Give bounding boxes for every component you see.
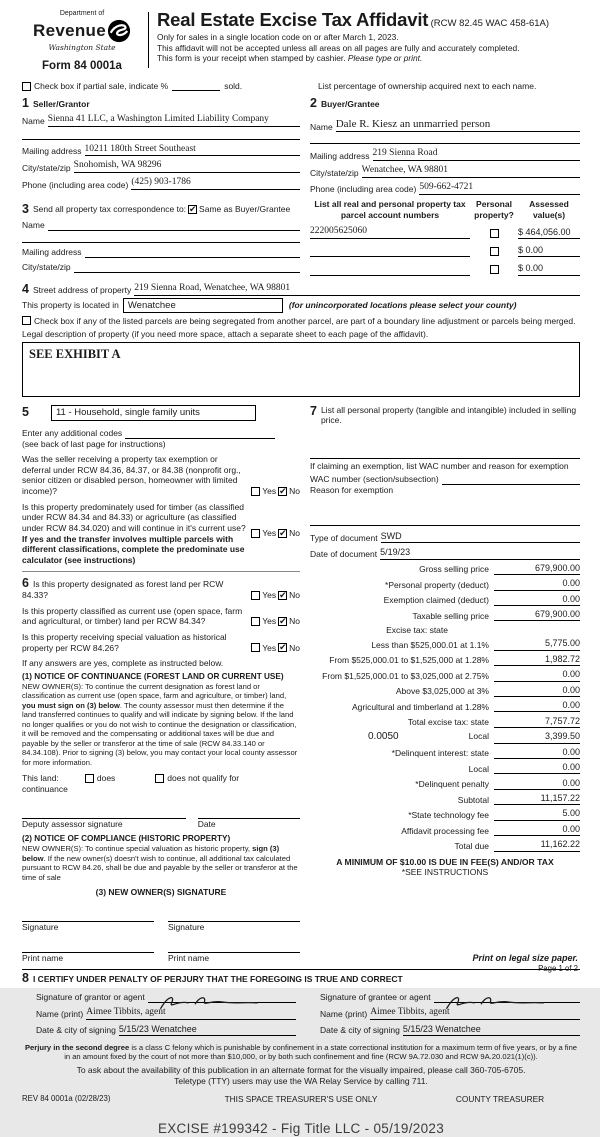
section-6-number: 6 xyxy=(22,576,29,590)
county-treasurer-label: COUNTY TREASURER xyxy=(420,1094,580,1104)
tax-label: *State technology fee xyxy=(310,810,494,821)
exemption-deferral-question: Was the seller receiving a property tax exemption or deferral under RCW 84.36, 84.37, or 84.38 (nonprofit org., senior citizen or disabled person, homeowner with limited income)? xyxy=(22,454,251,497)
corr-mailing-label: Mailing address xyxy=(22,247,85,258)
assessed-value-input[interactable]: $ 464,056.00 xyxy=(518,227,580,239)
property-location-select[interactable]: Wenatchee xyxy=(123,298,283,314)
section-divider xyxy=(22,571,300,572)
timber-agriculture-question xyxy=(22,502,251,566)
timber-question-bold: If yes and the transfer involves multiple parcels with different classifications, complete the predominate use calculator (see instructions) xyxy=(22,534,244,565)
parcel-table xyxy=(310,199,580,276)
excise-tax-state-heading: Excise tax: state xyxy=(310,625,494,636)
legal-description-label: Legal description of property (if you need more space, attach a separate sheet to each page of the affidavit). xyxy=(22,329,580,340)
section-8 xyxy=(22,969,580,1036)
no-label: No xyxy=(289,590,300,601)
header-note-2: This affidavit will not be accepted unless all areas on all pages are fully and accurately completed. xyxy=(157,43,580,54)
grantor-print-name-input[interactable]: Aimee Tibbits, agent xyxy=(86,1007,296,1020)
gross-selling-price-value[interactable]: 679,900.00 xyxy=(494,563,580,575)
signature-label: Signature xyxy=(22,922,154,933)
new-owners-signature-title: (3) NEW OWNER(S) SIGNATURE xyxy=(22,887,300,898)
tax-label: From $525,000.01 to $1,525,000 at 1.28% xyxy=(310,655,494,666)
print-legal-note: Print on legal size paper. xyxy=(472,953,578,964)
parcel-row xyxy=(310,226,580,239)
revenue-wordmark: Revenue xyxy=(33,22,106,39)
total-due-value[interactable]: 11,162.22 xyxy=(494,839,580,851)
header-note-3-text: This form is your receipt when stamped by cashier. xyxy=(157,53,348,63)
tax-label: Exemption claimed (deduct) xyxy=(310,595,494,606)
property-use-code-select[interactable]: 11 - Household, single family units xyxy=(51,405,256,421)
notice-compliance-body xyxy=(22,844,300,882)
local-tax-row-label xyxy=(310,731,494,744)
no-label: No xyxy=(289,486,300,497)
notice-compliance-text-1: NEW OWNER(S): To continue special valuation as historic property, xyxy=(22,844,252,853)
current-use-yn xyxy=(251,616,300,627)
section-2-number: 2 xyxy=(310,97,317,110)
ownership-note: List percentage of ownership acquired next to each name. xyxy=(318,81,536,92)
header-note-3-italic: Please type or print. xyxy=(348,53,422,63)
tier3-tax-value[interactable]: 0.00 xyxy=(494,669,580,681)
notice-continuance-text-2: . The county assessor must then determine if the land transferred continues to qualify and will indicate by signing below. If the land no longer qualifies or you do not wish to continue the designation or classification, it will be removed and the compensating or additional taxes will be due and payable by the seller or transferor at the time of sale (RCW 84.33.140 or 84.34.108). Prior to signing (3) below, you may contact your local county assessor for more information. xyxy=(22,701,297,767)
buyer-name-input[interactable]: Dale R. Kiesz an unmarried person xyxy=(336,118,580,133)
continuance-label: continuance xyxy=(22,784,300,795)
street-address-input[interactable]: 219 Sienna Road, Wenatchee, WA 98801 xyxy=(134,283,580,296)
page-title: Real Estate Excise Tax Affidavit xyxy=(157,9,428,30)
notice-compliance-text-2: . If the new owner(s) doesn't wish to continue, all additional tax calculated pursuant to RCW 84.26, shall be due and payable by the seller or transferor at the time of sale xyxy=(22,854,298,882)
no-checkbox[interactable]: ✔ xyxy=(278,643,287,652)
tax-label: Total due xyxy=(310,841,494,852)
deputy-assessor-signature-input[interactable] xyxy=(22,809,186,819)
exemption-note: If claiming an exemption, list WAC number and reason for exemption xyxy=(310,461,580,472)
seller-section-title: Seller/Grantor xyxy=(33,99,90,110)
notice-continuance-text-1: NEW OWNER(S): To continue the current designation as forest land or classification as current use (open space, farm and agriculture, or timber) land, xyxy=(22,682,286,700)
type-of-document-label: Type of document xyxy=(310,533,381,544)
buyer-name-label: Name xyxy=(310,122,336,133)
buyer-phone-input[interactable]: 509-662-4721 xyxy=(419,182,580,195)
section-7-number: 7 xyxy=(310,405,317,418)
header-note-3 xyxy=(157,53,580,64)
grantor-signature-input[interactable] xyxy=(148,992,296,1003)
yes-label: Yes xyxy=(262,643,276,654)
personal-property-deduct-value[interactable]: 0.00 xyxy=(494,578,580,590)
grantor-date-city-input[interactable]: 5/15/23 Wenatchee xyxy=(119,1024,296,1036)
section-7 xyxy=(310,405,580,964)
street-address-label: Street address of property xyxy=(33,285,134,296)
perjury-note xyxy=(22,1043,580,1062)
washington-state-text: Washington State xyxy=(22,43,142,52)
form-header xyxy=(22,10,580,74)
seller-city-input[interactable]: Snohomish, WA 98296 xyxy=(74,160,300,173)
parcel-number-input[interactable]: 222005625060 xyxy=(310,226,470,239)
state-technology-fee-value[interactable]: 5.00 xyxy=(494,808,580,820)
tax-label: *Personal property (deduct) xyxy=(310,580,494,591)
correspondence-section xyxy=(22,203,300,276)
does-label: does xyxy=(97,773,115,784)
same-as-buyer-label: Same as Buyer/Grantee xyxy=(199,204,290,215)
forest-land-yn xyxy=(251,590,300,601)
header-divider xyxy=(148,12,149,68)
yes-checkbox[interactable] xyxy=(251,617,260,626)
no-checkbox[interactable]: ✔ xyxy=(278,529,287,538)
section-3-number: 3 xyxy=(22,203,29,216)
notice-continuance-title: (1) NOTICE OF CONTINUANCE (FOREST LAND OR CURRENT USE) xyxy=(22,672,300,682)
seller-phone-input[interactable]: (425) 903-1786 xyxy=(131,177,300,190)
does-not-label: does not qualify for xyxy=(167,773,239,784)
tax-label: Subtotal xyxy=(310,795,494,806)
yes-checkbox[interactable] xyxy=(251,591,260,600)
no-label: No xyxy=(289,528,300,539)
section-4-number: 4 xyxy=(22,283,29,296)
page-number: Page 1 of 2 xyxy=(472,964,578,974)
buyer-phone-label: Phone (including area code) xyxy=(310,184,419,195)
seller-name-extra-input[interactable] xyxy=(22,127,300,140)
grantee-date-city-label: Date & city of signing xyxy=(320,1025,403,1036)
correspondence-label: Send all property tax correspondence to: xyxy=(33,204,186,215)
partial-sale-checkbox[interactable] xyxy=(22,82,31,91)
total-excise-state-value[interactable]: 7,757.72 xyxy=(494,716,580,728)
notice-continuance-body xyxy=(22,682,300,767)
title-rcw: (RCW 82.45 WAC 458-61A) xyxy=(431,18,549,29)
subtotal-value[interactable]: 11,157.22 xyxy=(494,793,580,805)
personal-property-list-area[interactable] xyxy=(310,426,580,458)
grantor-signature-label: Signature of grantor or agent xyxy=(36,992,148,1003)
print-name-label: Print name xyxy=(168,953,300,964)
personal-property-checkbox-3[interactable] xyxy=(490,265,499,274)
tier4-tax-value[interactable]: 0.00 xyxy=(494,685,580,697)
parcel-row xyxy=(310,263,580,275)
this-land-label: This land: xyxy=(22,773,59,784)
excise-stamp: EXCISE #199342 - Fig Title LLC - 05/19/2023 xyxy=(22,1121,580,1137)
agricultural-timberland-value[interactable]: 0.00 xyxy=(494,700,580,712)
date-of-document-input[interactable]: 5/19/23 xyxy=(380,547,580,559)
document-divider xyxy=(310,525,580,526)
type-of-document-input[interactable]: SWD xyxy=(381,531,580,543)
section-5-number: 5 xyxy=(22,406,29,419)
tax-label: Above $3,025,000 at 3% xyxy=(310,686,494,697)
tax-label: Agricultural and timberland at 1.28% xyxy=(310,702,494,713)
historical-property-yn xyxy=(251,643,300,654)
new-owner-signature-input-2[interactable] xyxy=(168,912,300,922)
tax-label: Total excise tax: state xyxy=(310,717,494,728)
same-as-buyer-checkbox[interactable]: ✔ xyxy=(188,205,197,214)
tax-label: *Delinquent interest: state xyxy=(310,748,494,759)
does-qualify-checkbox[interactable] xyxy=(85,774,94,783)
delinquent-interest-local-value[interactable]: 0.00 xyxy=(494,762,580,774)
seller-section xyxy=(22,97,300,195)
tax-label: *Delinquent penalty xyxy=(310,779,494,790)
see-instructions-note: *SEE INSTRUCTIONS xyxy=(310,867,580,878)
additional-codes-label: Enter any additional codes xyxy=(22,428,125,439)
grantee-date-city-input[interactable]: 5/15/23 Wenatchee xyxy=(403,1024,580,1036)
legal-description-box[interactable]: SEE EXHIBIT A xyxy=(22,342,580,397)
grantee-signature-label: Signature of grantee or agent xyxy=(320,992,434,1003)
form-number: Form 84 0001a xyxy=(22,59,142,73)
section-5 xyxy=(22,405,300,421)
yes-checkbox[interactable] xyxy=(251,643,260,652)
current-use-question: Is this property classified as current use (open space, farm and agricultural, or timber) land per RCW 84.34? xyxy=(22,606,251,627)
tax-label: Less than $525,000.01 at 1.1% xyxy=(310,640,494,651)
certify-statement: I CERTIFY UNDER PENALTY OF PERJURY THAT THE FOREGOING IS TRUE AND CORRECT xyxy=(33,974,403,985)
deputy-date-input[interactable] xyxy=(198,809,300,819)
assessed-value-input[interactable]: $ 0.00 xyxy=(518,263,580,275)
segregated-note: Check box if any of the listed parcels are being segregated from another parcel, are part of a boundary line adjustment or parcels being merged. xyxy=(34,316,575,327)
no-checkbox[interactable]: ✔ xyxy=(278,617,287,626)
wac-number-label: WAC number (section/subsection) xyxy=(310,474,442,485)
yes-checkbox[interactable] xyxy=(251,529,260,538)
seller-mailing-label: Mailing address xyxy=(22,146,85,157)
buyer-city-label: City/state/zip xyxy=(310,168,362,179)
revenue-logo-icon xyxy=(107,19,131,43)
seller-city-label: City/state/zip xyxy=(22,163,74,174)
section-6 xyxy=(22,577,300,600)
buyer-mailing-label: Mailing address xyxy=(310,151,373,162)
yes-label: Yes xyxy=(262,528,276,539)
personal-property-checkbox-2[interactable] xyxy=(490,247,499,256)
section-8-number: 8 xyxy=(22,972,29,985)
seller-name-label: Name xyxy=(22,116,48,127)
additional-codes-note: (see back of last page for instructions) xyxy=(22,439,300,450)
exemption-deferral-yn xyxy=(251,486,300,497)
buyer-city-input[interactable]: Wenatchee, WA 98801 xyxy=(362,165,580,178)
signature-label: Signature xyxy=(168,922,300,933)
buyer-section-title: Buyer/Grantee xyxy=(321,99,380,110)
dor-logo xyxy=(22,10,142,74)
located-in-label: This property is located in xyxy=(22,300,119,311)
wac-number-input[interactable] xyxy=(442,474,580,485)
corr-name-input[interactable] xyxy=(48,220,300,231)
new-owner-print-name-input-2[interactable] xyxy=(168,943,300,953)
print-name-label: Print name xyxy=(22,953,154,964)
local-rate-value[interactable]: 0.0050 xyxy=(368,731,399,744)
no-label: No xyxy=(289,643,300,654)
property-section xyxy=(22,283,580,397)
deputy-assessor-signature-label: Deputy assessor signature xyxy=(22,819,186,830)
tty-note: To ask about the availability of this publication in an alternate format for the visually impaired, please call 360-705-6705. Teletype (TTY) users may use the WA Relay Service by calling 711. xyxy=(22,1065,580,1086)
buyer-mailing-input[interactable]: 219 Sienna Road xyxy=(373,148,580,161)
timber-question-text: Is this property predominately used for timber (as classified under RCW 84.34 and 84.33) or agriculture (as classified under RCW 84.34.020) and will continue in it's current use? xyxy=(22,502,246,533)
grantor-print-name-label: Name (print) xyxy=(36,1009,86,1020)
new-owner-print-name-input-1[interactable] xyxy=(22,943,154,953)
perjury-rest-text: is a class C felony which is punishable by confinement in a state correctional institution for a maximum term of five years, or by a fine in an amount fixed by the court of not more than $10,000, or by both such confinement and fine (RCW 9A.72.030 and RCW 9A.20.021(1)(c)). xyxy=(64,1043,577,1061)
assessed-value-col-header: Assessed value(s) xyxy=(518,199,580,220)
corr-mailing-input[interactable] xyxy=(85,247,300,258)
notice-compliance-bold: sign (3) below xyxy=(22,844,279,862)
seller-name-input[interactable]: Sienna 41 LLC, a Washington Limited Liability Company xyxy=(48,114,300,127)
does-not-qualify-checkbox[interactable] xyxy=(155,774,164,783)
minimum-due-note: A MINIMUM OF $10.00 IS DUE IN FEE(S) AND/OR TAX xyxy=(310,857,580,868)
dept-of-text: Department of xyxy=(22,10,142,19)
assessed-value-input[interactable]: $ 0.00 xyxy=(518,245,580,257)
historical-property-question: Is this property receiving special valuation as historical property per RCW 84.26? xyxy=(22,632,251,653)
reason-exemption-area[interactable] xyxy=(310,495,580,525)
answers-yes-note: If any answers are yes, complete as instructed below. xyxy=(22,658,300,669)
tax-label: From $1,525,000.01 to $3,025,000 at 2.75% xyxy=(310,671,494,682)
seller-phone-label: Phone (including area code) xyxy=(22,180,131,191)
no-checkbox[interactable]: ✔ xyxy=(278,487,287,496)
tier1-tax-value[interactable]: 5,775.00 xyxy=(494,638,580,650)
partial-sale-label: Check box if partial sale, indicate % xyxy=(34,81,168,92)
yes-label: Yes xyxy=(262,590,276,601)
parcel-number-input[interactable] xyxy=(310,265,470,276)
corr-city-input[interactable] xyxy=(74,262,300,273)
date-of-document-label: Date of document xyxy=(310,549,380,560)
personal-property-list-label: List all personal property (tangible and intangible) included in selling price. xyxy=(321,405,580,426)
grantee-signature-input[interactable] xyxy=(434,992,580,1003)
perjury-bold-text: Perjury in the second degree xyxy=(25,1043,129,1052)
yes-label: Yes xyxy=(262,616,276,627)
partial-sale-suffix: sold. xyxy=(224,81,242,92)
segregated-checkbox[interactable] xyxy=(22,316,31,325)
buyer-section xyxy=(310,97,580,195)
taxable-selling-price-value[interactable]: 679,900.00 xyxy=(494,609,580,621)
yes-checkbox[interactable] xyxy=(251,487,260,496)
tax-label: Taxable selling price xyxy=(310,611,494,622)
grantor-date-city-label: Date & city of signing xyxy=(36,1025,119,1036)
yes-label: Yes xyxy=(262,486,276,497)
personal-property-col-header: Personal property? xyxy=(470,199,518,220)
partial-sale-percent-input[interactable] xyxy=(172,90,220,91)
timber-agriculture-yn xyxy=(251,528,300,539)
personal-property-checkbox-1[interactable] xyxy=(490,229,499,238)
notice-continuance-bold: you must sign on (3) below xyxy=(22,701,120,710)
seller-mailing-input[interactable]: 10211 180th Street Southeast xyxy=(85,144,300,157)
exemption-divider xyxy=(310,458,580,459)
corr-name-extra-input[interactable] xyxy=(22,231,300,243)
corr-city-label: City/state/zip xyxy=(22,262,74,273)
located-in-note: (for unincorporated locations please select your county) xyxy=(289,300,517,311)
exemption-claimed-value[interactable]: 0.00 xyxy=(494,594,580,606)
treasurer-use-label: THIS SPACE TREASURER'S USE ONLY xyxy=(182,1094,420,1104)
tier2-tax-value[interactable]: 1,982.72 xyxy=(494,654,580,666)
affidavit-processing-fee-value[interactable]: 0.00 xyxy=(494,824,580,836)
grantee-print-name-label: Name (print) xyxy=(320,1009,370,1020)
tax-label: Affidavit processing fee xyxy=(310,826,494,837)
rev-form-number: REV 84 0001a (02/28/23) xyxy=(22,1094,182,1104)
section-1-number: 1 xyxy=(22,97,29,110)
deputy-date-label: Date xyxy=(198,819,300,830)
parcel-number-input[interactable] xyxy=(310,246,470,257)
parcel-row xyxy=(310,245,580,257)
tax-label: Local xyxy=(310,764,494,775)
delinquent-penalty-value[interactable]: 0.00 xyxy=(494,778,580,790)
no-label: No xyxy=(289,616,300,627)
corr-name-label: Name xyxy=(22,220,48,231)
tax-label: Gross selling price xyxy=(310,564,494,575)
grantee-print-name-input[interactable]: Aimee Tibbits, agent xyxy=(370,1007,580,1020)
tax-label: Local xyxy=(399,731,489,744)
forest-land-question: Is this property designated as forest land per RCW 84.33? xyxy=(22,579,223,600)
no-checkbox[interactable]: ✔ xyxy=(278,591,287,600)
reason-exemption-label: Reason for exemption xyxy=(310,485,580,496)
parcel-col-header: List all real and personal property tax parcel account numbers xyxy=(310,199,470,220)
new-owner-signature-input-1[interactable] xyxy=(22,912,154,922)
local-tax-value[interactable]: 3,399.50 xyxy=(494,731,580,743)
additional-codes-input[interactable] xyxy=(125,428,275,439)
header-note-1: Only for sales in a single location code on or after March 1, 2023. xyxy=(157,32,580,43)
notice-compliance-title: (2) NOTICE OF COMPLIANCE (HISTORIC PROPERTY) xyxy=(22,834,300,844)
delinquent-interest-state-value[interactable]: 0.00 xyxy=(494,747,580,759)
buyer-name-extra-input[interactable] xyxy=(310,132,580,144)
